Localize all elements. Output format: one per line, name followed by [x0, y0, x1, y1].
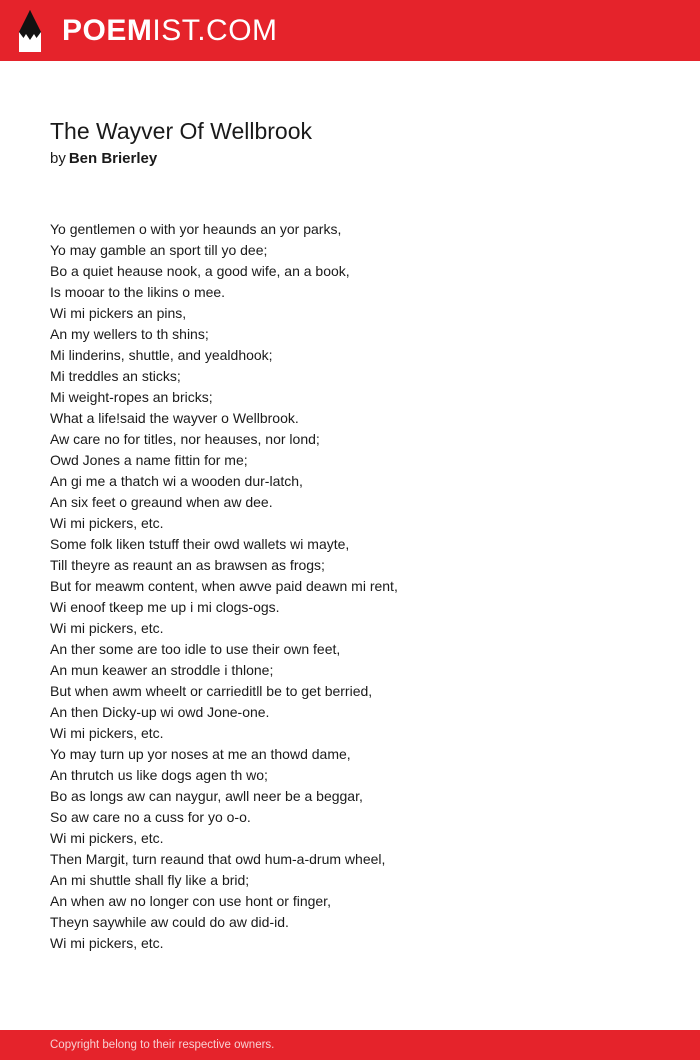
poem-line: Owd Jones a name fittin for me;	[50, 452, 248, 468]
poem-line: Bo a quiet heause nook, a good wife, an a book,	[50, 263, 350, 279]
poem-line: Wi mi pickers, etc.	[50, 935, 164, 951]
poem-line: Yo may gamble an sport till yo dee;	[50, 242, 268, 258]
poem-line: Yo gentlemen o with yor heaunds an yor parks,	[50, 221, 342, 237]
logo-text-light: IST.COM	[152, 14, 278, 47]
poem-line: Is mooar to the likins o mee.	[50, 284, 226, 300]
by-label: by	[50, 150, 66, 167]
poem-line: Mi treddles an sticks;	[50, 368, 181, 384]
poem-line: Bo as longs aw can naygur, awll neer be a beggar,	[50, 788, 363, 804]
poem-body	[50, 219, 670, 954]
pencil-tip-icon[interactable]	[17, 10, 43, 52]
poem-line: Till theyre as reaunt an as brawsen as frogs;	[50, 557, 325, 573]
author-name: Ben Brierley	[68, 150, 158, 167]
poem-byline	[50, 148, 157, 170]
poem-line: Wi enoof tkeep me up i mi clogs-ogs.	[50, 599, 280, 615]
poem-line: Yo may turn up yor noses at me an thowd dame,	[50, 746, 351, 762]
poem-line: Mi weight-ropes an bricks;	[50, 389, 213, 405]
poem-line: An gi me a thatch wi a wooden dur-latch,	[50, 473, 303, 489]
copyright-text: Copyright belong to their respective owners.	[50, 1039, 275, 1051]
site-header	[0, 0, 700, 61]
poem-line: But when awm wheelt or carrieditll be to get berried,	[50, 683, 373, 699]
poem-line: Wi mi pickers, etc.	[50, 830, 164, 846]
poem-line: An my wellers to th shins;	[50, 326, 209, 342]
site-logo[interactable]	[62, 12, 278, 50]
poem-line: Aw care no for titles, nor heauses, nor lond;	[50, 431, 320, 447]
poem-line: But for meawm content, when awve paid deawn mi rent,	[50, 578, 398, 594]
poem-line: Some folk liken tstuff their owd wallets wi mayte,	[50, 536, 350, 552]
poem-line: Wi mi pickers, etc.	[50, 620, 164, 636]
logo-text-bold: POEM	[62, 14, 153, 47]
poem-line: Mi linderins, shuttle, and yealdhook;	[50, 347, 273, 363]
poem-line: Wi mi pickers, etc.	[50, 515, 164, 531]
poem-title: The Wayver Of Wellbrook	[50, 118, 313, 144]
poem-line: Then Margit, turn reaund that owd hum-a-drum wheel,	[50, 851, 386, 867]
poem-line: Wi mi pickers, etc.	[50, 725, 164, 741]
poem-line: Theyn saywhile aw could do aw did-id.	[50, 914, 289, 930]
poem-line: What a life!said the wayver o Wellbrook.	[50, 410, 299, 426]
poem-line: So aw care no a cuss for yo o-o.	[50, 809, 251, 825]
poem-line: An then Dicky-up wi owd Jone-one.	[50, 704, 270, 720]
poem-line: An mi shuttle shall fly like a brid;	[50, 872, 250, 888]
poem-line: An ther some are too idle to use their own feet,	[50, 641, 341, 657]
poem-line: Wi mi pickers an pins,	[50, 305, 187, 321]
poem-line: An six feet o greaund when aw dee.	[50, 494, 273, 510]
site-footer	[0, 1030, 700, 1060]
poem-line: An thrutch us like dogs agen th wo;	[50, 767, 268, 783]
poem-line: An when aw no longer con use hont or finger,	[50, 893, 331, 909]
poem-line: An mun keawer an stroddle i thlone;	[50, 662, 274, 678]
